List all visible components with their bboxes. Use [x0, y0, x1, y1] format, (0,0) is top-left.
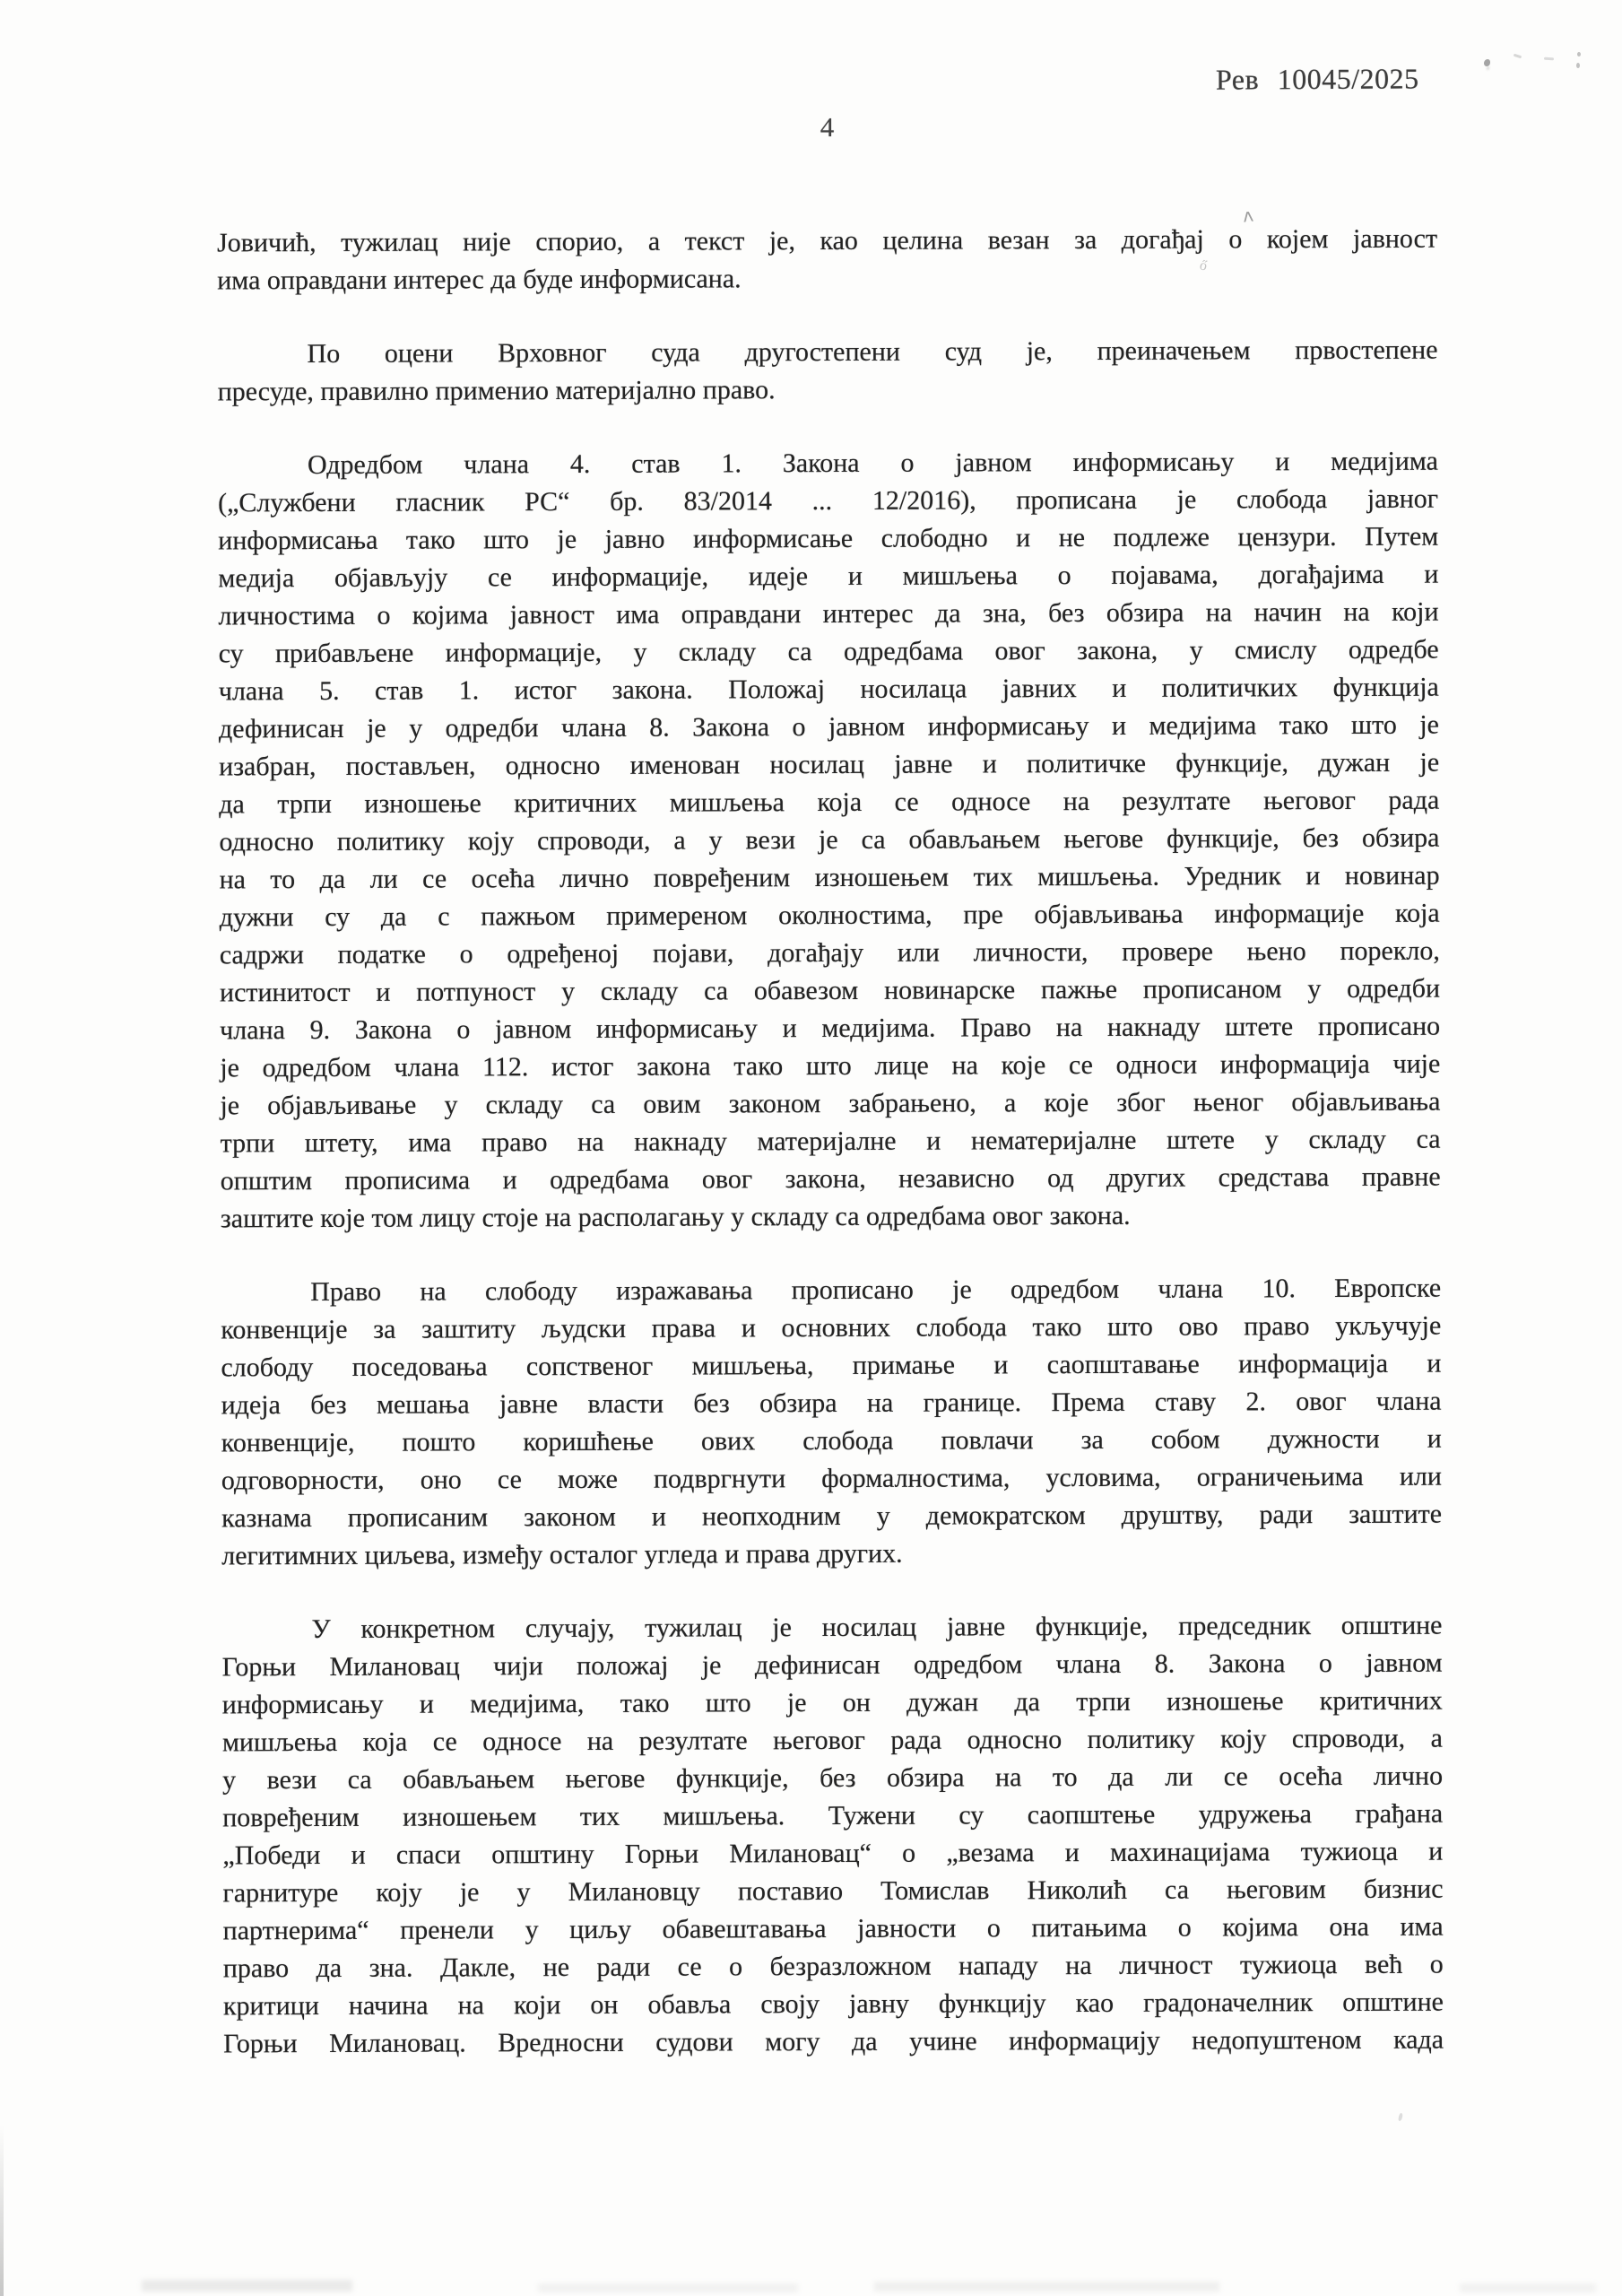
text-line: информисања тако што је јавно информисање слободно и не подлеже цензури. Путем — [218, 521, 1439, 556]
text-line: је објављивање у складу са овим законом забрањено, а које због њеног објављивања — [220, 1086, 1441, 1121]
text-line: садржи податке о одређеној појави, догађају или личности, провере њено порекло, — [219, 935, 1440, 970]
text-line: на то да ли се осећа лично повређеним изношењем тих мишљења. Уредник и новинар — [219, 860, 1440, 895]
text-line: у вези са обављањем његове функције, без обзира на то да ли се осећа лично — [222, 1761, 1444, 1796]
case-number: Рев 10045/2025 — [1215, 62, 1419, 96]
pencil-tick — [1544, 57, 1554, 61]
text-line: да трпи изношење критичних мишљења која се односе на резултате његовог рада — [219, 785, 1440, 820]
pencil-dot — [1577, 52, 1581, 57]
text-line: Одредбом члана 4. став 1. Закона о јавном информисању и медијима — [307, 446, 1438, 481]
scan-edge-shadow — [0, 2126, 4, 2296]
paragraph — [218, 443, 1441, 1239]
pencil-dot — [1576, 63, 1580, 68]
paragraph — [217, 221, 1437, 300]
text-line: повређеним изношењем тих мишљења. Тужени су саопштење удружења грађана — [222, 1798, 1444, 1833]
text-line: личностима о којима јавност има оправдани интерес да зна, без обзира на начин на који — [218, 596, 1439, 631]
text-line: Право на слободу изражавања прописано је одредбом члана 10. Европске — [310, 1273, 1442, 1308]
text-line: конвенције за заштиту људски права и основних слобода тако што ово право укључује — [221, 1310, 1442, 1345]
text-line: „Победи и спаси општину Горњи Милановац“ о „везама и махинацијама тужиоца и — [222, 1836, 1444, 1871]
text-line: одговорности, оно се може подвргнути формалностима, условима, ограничењима или — [221, 1461, 1442, 1496]
text-line: дефинисан је у одредби члана 8. Закона о јавном информисању и медијима тако што је — [218, 709, 1440, 744]
text-line: медија објављују се информације, идеје и мишљења о појавама, догађајима и — [218, 559, 1439, 594]
paragraph — [217, 332, 1437, 412]
text-line: су прибављене информације, у складу са одредбама овог закона, у смислу одредбе — [218, 634, 1439, 669]
text-line: дужни су да с пажњом примереном околностима, пре објављивања информације која — [219, 898, 1440, 933]
pencil-dot — [1484, 59, 1490, 66]
text-line: има оправдани интерес да буде информисана. — [217, 264, 742, 296]
pencil-caret-mark: ʌ — [1241, 204, 1255, 227]
text-line: партнерима“ пренели у циљу обавештавања јавности о питањима о којима она има — [222, 1911, 1444, 1946]
text-line: изабран, постављен, односно именован носилац јавне и политичке функције, дужан је — [219, 747, 1440, 782]
text-line: Јовичић, тужилац није спорио, а текст је, као целина везан за догађај о којем јавност — [217, 223, 1438, 258]
text-line: Горњи Милановац. Вредносни судови могу да учине информацију недопуштеном када — [223, 2024, 1444, 2059]
text-line: право да зна. Дакле, не ради се о безразложном нападу на личност тужиоца већ о — [222, 1949, 1444, 1984]
text-line: („Службени гласник РС“ бр. 83/2014 ... 12/2016), прописана је слобода јавног — [218, 483, 1439, 518]
pencil-tick — [1514, 54, 1522, 59]
text-line: По оцени Врховног суда другостепени суд је, преиначењем првостепене — [307, 335, 1438, 370]
paragraph — [221, 1607, 1444, 2064]
page-number: 4 — [820, 111, 835, 143]
text-line: члана 9. Закона о јавном информисању и медијима. Право на накнаду штете прописано — [220, 1011, 1441, 1046]
text-line: односно политику коју спроводи, а у вези је са обављањем његове функције, без обзира — [219, 822, 1440, 857]
text-line: члана 5. став 1. истог закона. Положај носилаца јавних и политичких функција — [218, 672, 1439, 707]
text-line: трпи штету, има право на накнаду материјалне и нематеријалне штете у складу са — [220, 1124, 1441, 1159]
text-line: општим прописима и одредбама овог закона, независно од других средстава правне — [220, 1161, 1441, 1196]
scan-bleed-artifact — [538, 2283, 798, 2292]
text-line: гарнитуре коју је у Милановцу поставио Томислав Николић са његовим бизнис — [222, 1874, 1444, 1909]
text-line: информисању и медијима, тако што је он дужан да трпи изношење критичних — [221, 1685, 1443, 1720]
scan-bleed-artifact — [142, 2280, 352, 2292]
text-line: заштите које том лицу стоје на располагању у складу са одредбама овог закона. — [220, 1200, 1131, 1234]
text-line: Горњи Милановац чији положај је дефинисан одредбом члана 8. Закона о јавном — [221, 1648, 1443, 1683]
text-line: мишљења која се односе на резултате његовог рада односно политику коју спроводи, а — [221, 1723, 1443, 1758]
document-body — [217, 221, 1444, 2064]
paragraph — [221, 1270, 1442, 1576]
text-line: У конкретном случају, тужилац је носилац јавне функције, председник општине — [311, 1610, 1443, 1645]
text-line: казнама прописаним законом и неопходним у демократском друштву, ради заштите — [221, 1499, 1443, 1534]
scan-speck — [1398, 2113, 1403, 2122]
text-line: критици начина на који он обавља своју јавну функцију као градоначелник општине — [222, 1987, 1444, 2022]
text-line: слободу поседовања сопственог мишљења, примање и саопштавање информација и — [221, 1348, 1442, 1383]
text-line: легитимних циљева, између осталог угледа и права других. — [221, 1538, 903, 1571]
scan-bleed-artifact — [874, 2282, 1219, 2292]
text-line: пресуде, правилно применио материјално право. — [217, 375, 776, 407]
text-line: истинитост и потпуност у складу са обавезом новинарске пажње прописаном у одредби — [219, 973, 1441, 1008]
text-line: је одредбом члана 112. истог закона тако што лице на које се односи информација чије — [220, 1048, 1441, 1083]
text-line: идеја без мешања јавне власти без обзира на границе. Према ставу 2. овог члана — [221, 1386, 1442, 1421]
scan-bleed-artifact — [1460, 2283, 1596, 2292]
text-line: конвенције, пошто коришћење ових слобода повлачи за собом дужности и — [221, 1423, 1442, 1458]
ink-smudge-mark: ő — [1198, 257, 1210, 274]
